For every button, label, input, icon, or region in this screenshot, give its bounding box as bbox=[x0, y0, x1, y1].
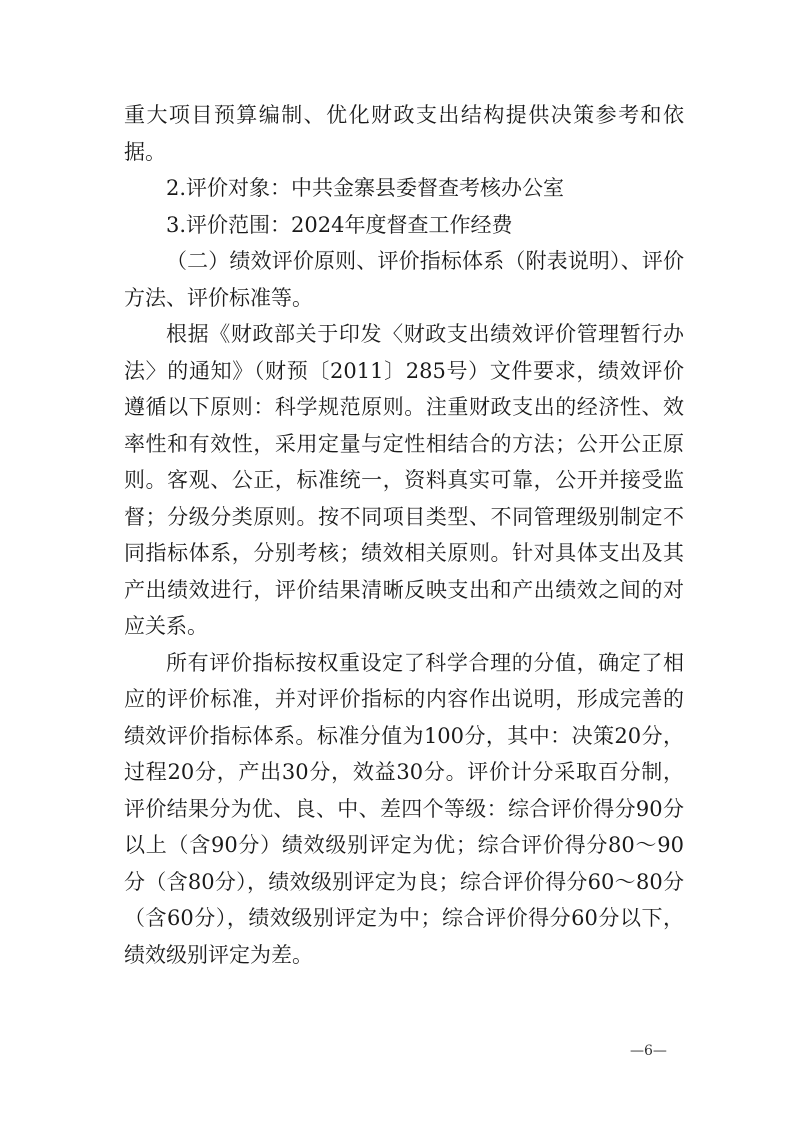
paragraph-evaluation-scope: 3.评价范围：2024年度督查工作经费 bbox=[166, 212, 513, 237]
page-number: —6— bbox=[630, 1043, 667, 1059]
section-heading-principles: （二）绩效评价原则、评价指标体系（附表说明）、评价方法、评价标准等。 bbox=[124, 249, 684, 310]
paragraph-evaluation-object: 2.评价对象：中共金寨县委督查考核办公室 bbox=[166, 176, 565, 200]
paragraph-scoring-standards: 所有评价指标按权重设定了科学合理的分值，确定了相应的评价标准，并对评价指标的内容作出说明，形成完善的绩效评价指标体系。标准分值为100分，其中：决策20分，过程20分，产出30分，效益30分。评价计分采取百分制，评价结果分为优、良、中、差四个等级：综合评价得分90分以上（含90分）绩效级别评定为优；综合评价得分80～90分（含80分），绩效级别评定为良；综合评价得分60～80分（含60分），绩效级别评定为中；综合评价得分60分以下，绩效级别评定为差。 bbox=[124, 650, 684, 967]
paragraph-principles: 根据《财政部关于印发〈财政支出绩效评价管理暂行办法〉的通知》（财预〔2011〕285号）文件要求，绩效评价遵循以下原则：科学规范原则。注重财政支出的经济性、效率性和有效性，采用定量与定性相结合的方法；公开公正原则。客观、公正，标准统一，资料真实可靠，公开并接受监督；分级分类原则。按不同项目类型、不同管理级别制定不同指标体系，分别考核；绩效相关原则。针对具体支出及其产出绩效进行，评价结果清晰反映支出和产出绩效之间的对应关系。 bbox=[124, 322, 684, 638]
body-text bbox=[124, 97, 684, 973]
paragraph-continuation: 重大项目预算编制、优化财政支出结构提供决策参考和依据。 bbox=[124, 103, 684, 164]
